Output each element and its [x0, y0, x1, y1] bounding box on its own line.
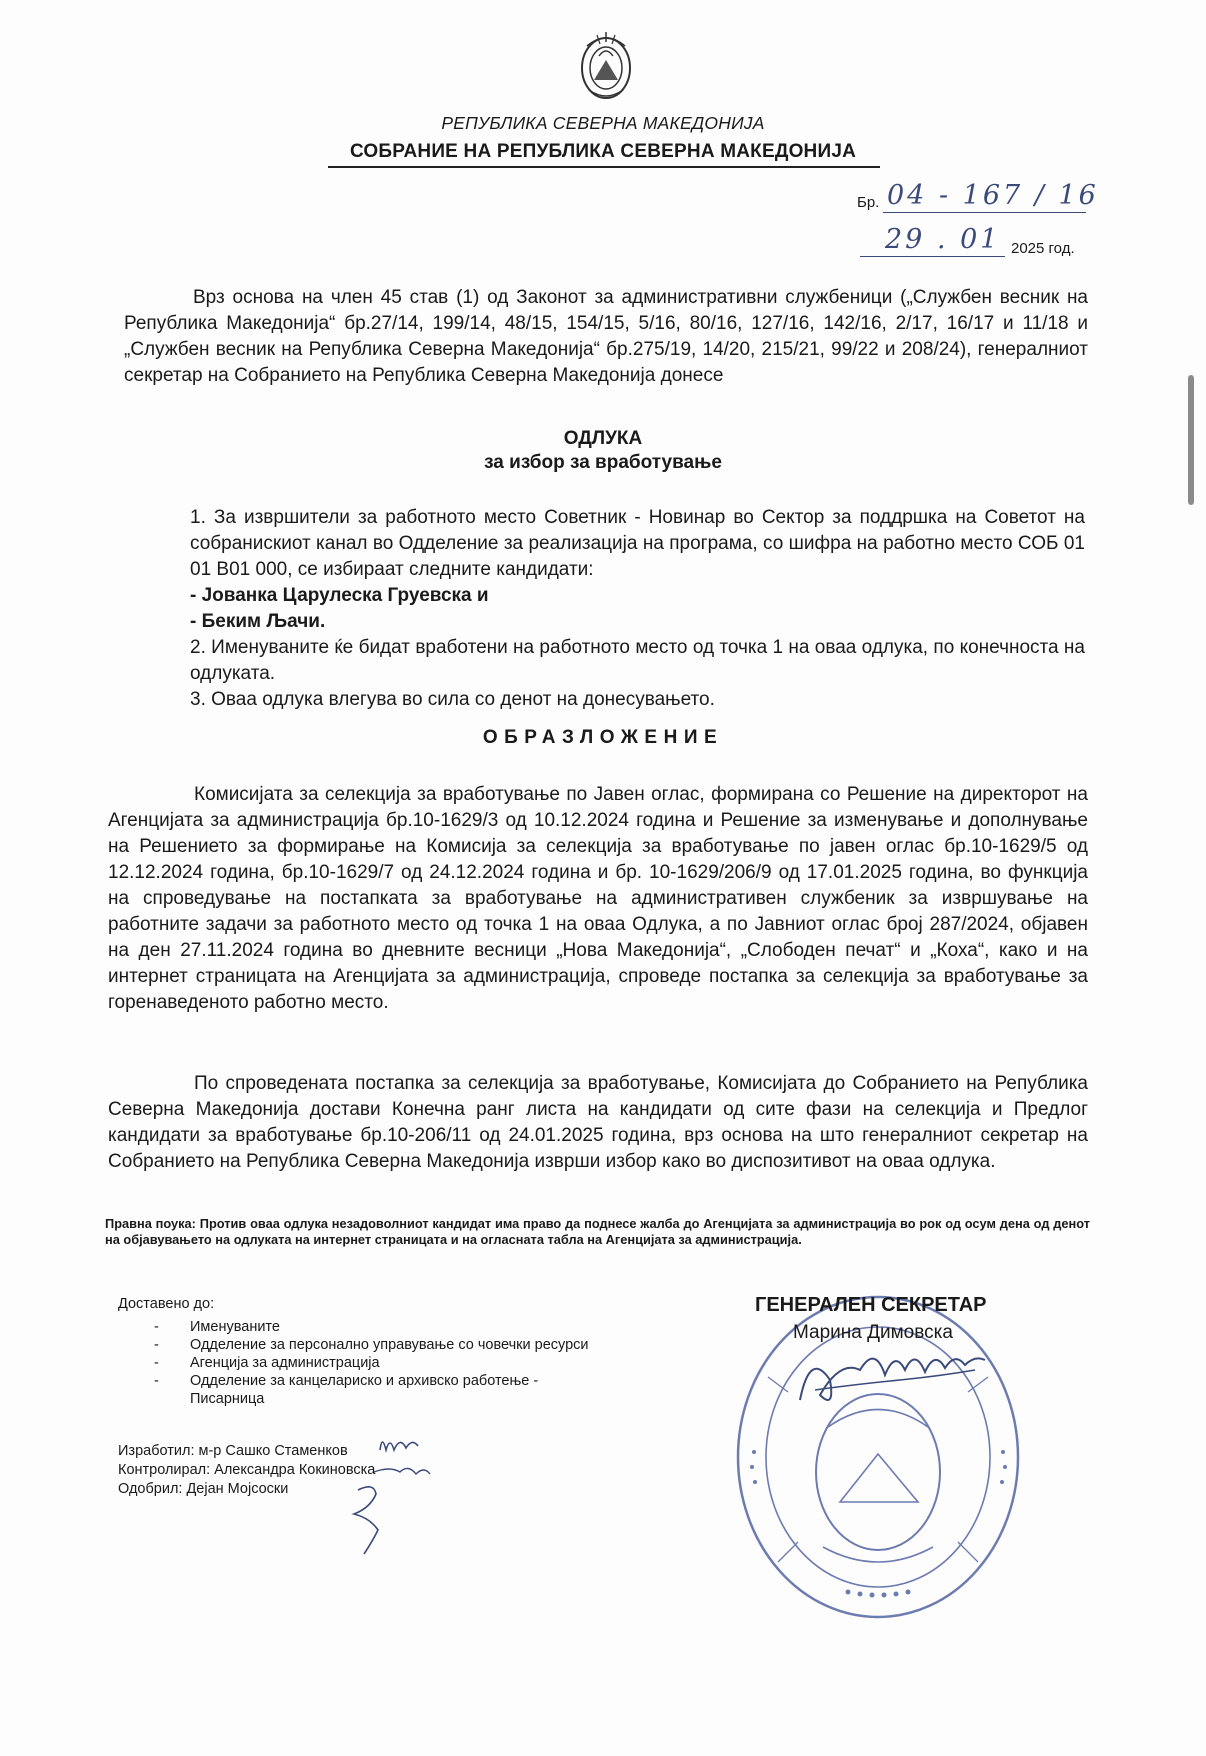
reference-year: 2025 год.	[1011, 240, 1075, 257]
signatory-name: Марина Димовска	[793, 1322, 953, 1343]
decision-item-3: 3. Оваа одлука влегува во сила со денот на донесувањето.	[190, 689, 715, 710]
legal-notice-text: Против оваа одлука незадоволниот кандидат има право да поднесе жалба до Агенцијата за администрација во рок од осум дена од денот на објавувањето на одлуката на интернет страницата и на огласната табла на Агенцијата за администрација.	[105, 1216, 1090, 1247]
signature-icon	[790, 1340, 990, 1420]
delivered-label: Доставено до:	[118, 1296, 215, 1312]
header-divider	[328, 166, 880, 168]
decision-items	[190, 505, 1085, 713]
reference-number-label: Бр.	[857, 194, 880, 211]
delivered-item: - Одделение за канцелариско и архивско работење - Писарница	[154, 1373, 539, 1407]
reference-number-handwritten: 04 - 167 / 16	[887, 180, 1099, 211]
decision-title: ОДЛУКА	[563, 428, 643, 449]
reference-number-line	[883, 212, 1086, 213]
reference-date-handwritten: 29 . 01	[885, 224, 1001, 255]
coat-of-arms-icon	[575, 24, 637, 104]
controlled-by: Контролирал: Александра Кокиновска	[118, 1462, 376, 1478]
republic-heading: РЕПУБЛИКА СЕВЕРНА МАКЕДОНИЈА	[441, 113, 765, 133]
decision-subtitle: за избор за вработување	[484, 452, 722, 473]
reasoning-paragraph-1: Комисијата за селекција за вработување по Јавен оглас, формирана со Решение на директорот на Агенцијата за администрација бр.10-1629/3 од 10.12.2024 година и Решение за изменување и дополнување на Решението за формирање на Комисија за селекција за вработување по јавен оглас бр.10-1629/5 од 12.12.2024 година, бр.10-1629/7 од 24.12.2024 година и бр. 10-1629/206/9 од 17.01.2025 година, во функција на спроведување на постапката за вработување на административен службеник за извршување на работните задачи за работното место од точка 1 на оваа Одлука, а по Јавниот оглас број 287/2024, објавен на ден 27.11.2024 година во дневните весници „Нова Македонија“, „Слободен печат“ и „Коха“, како и на интернет страницата на Агенцијата за администрација, спроведе постапка за селекција за вработување за горенаведеното работно место.	[108, 784, 1088, 1013]
candidate-2: - Беким Љачи.	[190, 611, 326, 632]
candidate-1: - Јованка Царулеска Груевска и	[190, 585, 489, 606]
delivered-item: - Именуваните	[154, 1319, 280, 1335]
decision-item-2: 2. Именуваните ќе бидат вработени на работното место од точка 1 на оваа одлука, по конечноста на одлуката.	[190, 637, 1085, 684]
assembly-heading: СОБРАНИЕ НА РЕПУБЛИКА СЕВЕРНА МАКЕДОНИЈА	[349, 141, 857, 162]
decision-item-1: 1. За извршители за работното место Советник - Новинар во Сектор за поддршка на Советот на собранискиот канал во Одделение за реализација на програма, со шифра на работно место СОБ 01 01 В01 000, се избираат следните кандидати:	[190, 507, 1085, 580]
delivered-item: - Одделение за персонално управување со човечки ресурси	[154, 1337, 589, 1353]
delivered-item: - Агенција за администрација	[154, 1355, 380, 1371]
prepared-by: Изработил: м-р Сашко Стаменков	[118, 1443, 348, 1459]
delivered-list	[154, 1318, 594, 1408]
reference-date-line	[860, 256, 1005, 257]
initials-signature-icon	[330, 1430, 490, 1560]
reasoning-paragraph-2: По спроведената постапка за селекција за вработување, Комисијата до Собранието на Република Северна Македонија достави Конечна ранг листа на кандидати од сите фази на селекција и Предлог кандидати за вработување бр.10-206/11 од 24.01.2025 година, врз основа на што генералниот секретар на Собранието на Република Северна Македонија изврши избор како во диспозитивот на оваа одлука.	[108, 1073, 1088, 1172]
scrollbar-thumb[interactable]	[1188, 375, 1194, 505]
signatory-title: ГЕНЕРАЛЕН СЕКРЕТАР	[755, 1294, 987, 1316]
intro-paragraph: Врз основа на член 45 став (1) од Законот за административни службеници („Службен весник на Република Македонија“ бр.27/14, 199/14, 48/15, 154/15, 5/16, 80/16, 127/16, 142/16, 2/17, 16/17 и 11/18 и „Службен весник на Република Северна Македонија“ бр.275/19, 14/20, 215/21, 99/22 и 208/24), генералниот секретар на Собранието на Република Северна Македонија донесе	[124, 287, 1088, 386]
legal-notice-label: Правна поука:	[105, 1216, 196, 1231]
approved-by: Одобрил: Дејан Мојсоски	[118, 1481, 289, 1497]
reasoning-title: ОБРАЗЛОЖЕНИЕ	[482, 727, 724, 748]
